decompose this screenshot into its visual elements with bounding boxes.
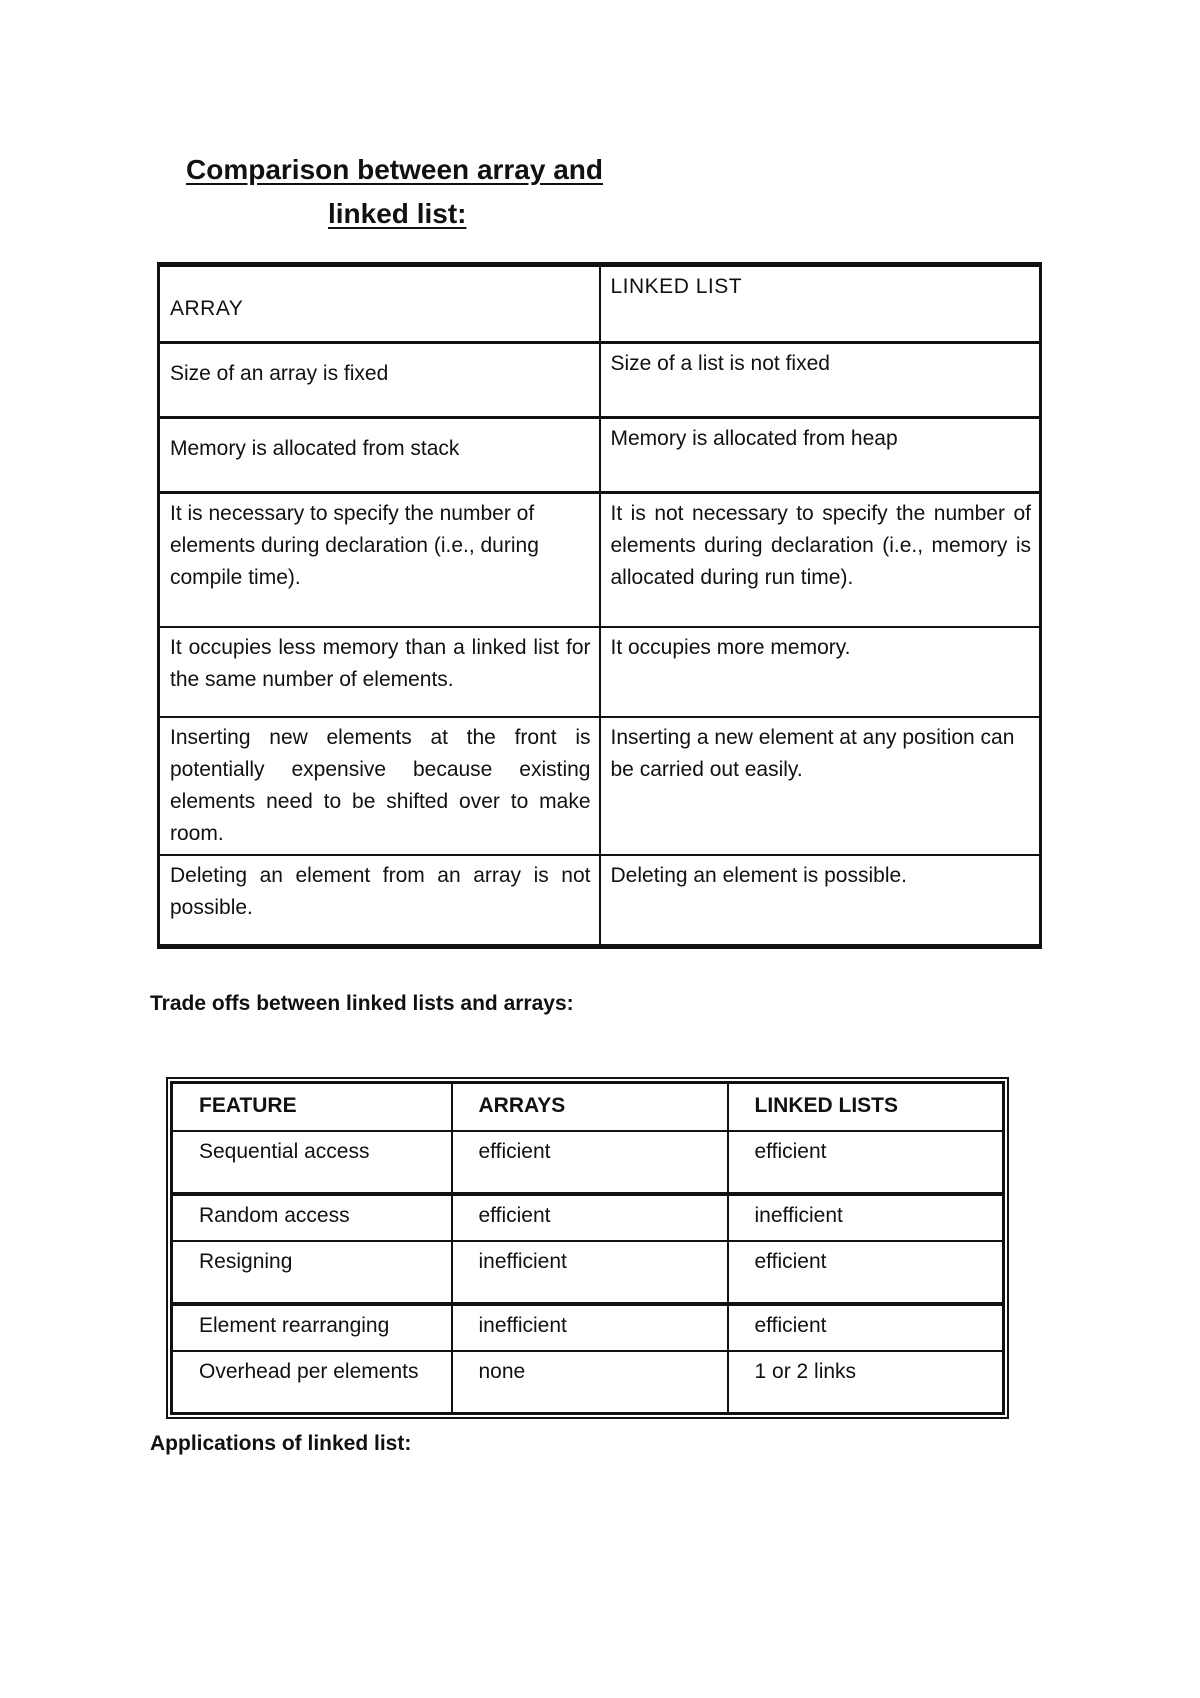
comparison-cell-array: It is necessary to specify the number of elements during declaration (i.e., during compile time). xyxy=(159,493,600,628)
tradeoff-cell-feature: Sequential access xyxy=(172,1131,452,1194)
tradeoff-header-row xyxy=(172,1083,1004,1132)
tradeoff-row xyxy=(172,1131,1004,1194)
comparison-cell-array: Inserting new elements at the front is potentially expensive because existing elements need to be shifted over to make room. xyxy=(159,717,600,855)
tradeoff-row xyxy=(172,1241,1004,1304)
tradeoff-cell-linked-lists: inefficient xyxy=(728,1194,1004,1241)
comparison-cell-linked-list: Deleting an element is possible. xyxy=(600,855,1041,947)
comparison-row xyxy=(159,627,1041,717)
tradeoff-header-linked-lists: LINKED LISTS xyxy=(728,1083,1004,1132)
page-title-line-1: Comparison between array and xyxy=(186,154,604,185)
tradeoff-row xyxy=(172,1304,1004,1351)
page-title-line-2: linked list: xyxy=(328,198,467,229)
tradeoff-cell-linked-lists: efficient xyxy=(728,1304,1004,1351)
page-title xyxy=(186,148,686,236)
comparison-row xyxy=(159,717,1041,855)
comparison-cell-linked-list: Size of a list is not fixed xyxy=(600,343,1041,418)
tradeoff-cell-arrays: none xyxy=(452,1351,728,1414)
comparison-table xyxy=(157,262,1042,949)
applications-heading: Applications of linked list: xyxy=(150,1432,412,1455)
tradeoff-cell-feature: Resigning xyxy=(172,1241,452,1304)
tradeoff-table xyxy=(170,1081,1005,1415)
comparison-cell-array: Deleting an element from an array is not possible. xyxy=(159,855,600,947)
tradeoff-cell-feature: Element rearranging xyxy=(172,1304,452,1351)
comparison-cell-array: Size of an array is fixed xyxy=(159,343,600,418)
tradeoff-cell-feature: Overhead per elements xyxy=(172,1351,452,1414)
comparison-row xyxy=(159,418,1041,493)
comparison-row xyxy=(159,493,1041,628)
tradeoff-cell-arrays: efficient xyxy=(452,1131,728,1194)
tradeoff-row xyxy=(172,1194,1004,1241)
comparison-cell-linked-list: Memory is allocated from heap xyxy=(600,418,1041,493)
tradeoff-cell-linked-lists: efficient xyxy=(728,1131,1004,1194)
tradeoff-header-arrays: ARRAYS xyxy=(452,1083,728,1132)
comparison-cell-array: It occupies less memory than a linked list for the same number of elements. xyxy=(159,627,600,717)
comparison-row xyxy=(159,343,1041,418)
comparison-header-linked-list: LINKED LIST xyxy=(600,265,1041,343)
comparison-header-row xyxy=(159,265,1041,343)
tradeoff-row xyxy=(172,1351,1004,1414)
comparison-header-array: ARRAY xyxy=(159,265,600,343)
comparison-cell-array: Memory is allocated from stack xyxy=(159,418,600,493)
tradeoff-cell-arrays: inefficient xyxy=(452,1241,728,1304)
tradeoff-cell-linked-lists: efficient xyxy=(728,1241,1004,1304)
tradeoff-cell-arrays: inefficient xyxy=(452,1304,728,1351)
comparison-cell-linked-list: Inserting a new element at any position can be carried out easily. xyxy=(600,717,1041,855)
tradeoffs-heading: Trade offs between linked lists and arrays: xyxy=(150,992,574,1015)
tradeoff-header-feature: FEATURE xyxy=(172,1083,452,1132)
comparison-cell-linked-list: It occupies more memory. xyxy=(600,627,1041,717)
tradeoff-cell-linked-lists: 1 or 2 links xyxy=(728,1351,1004,1414)
tradeoff-cell-feature: Random access xyxy=(172,1194,452,1241)
comparison-cell-linked-list: It is not necessary to specify the number of elements during declaration (i.e., memory is allocated during run time). xyxy=(600,493,1041,628)
comparison-row xyxy=(159,855,1041,947)
tradeoff-cell-arrays: efficient xyxy=(452,1194,728,1241)
